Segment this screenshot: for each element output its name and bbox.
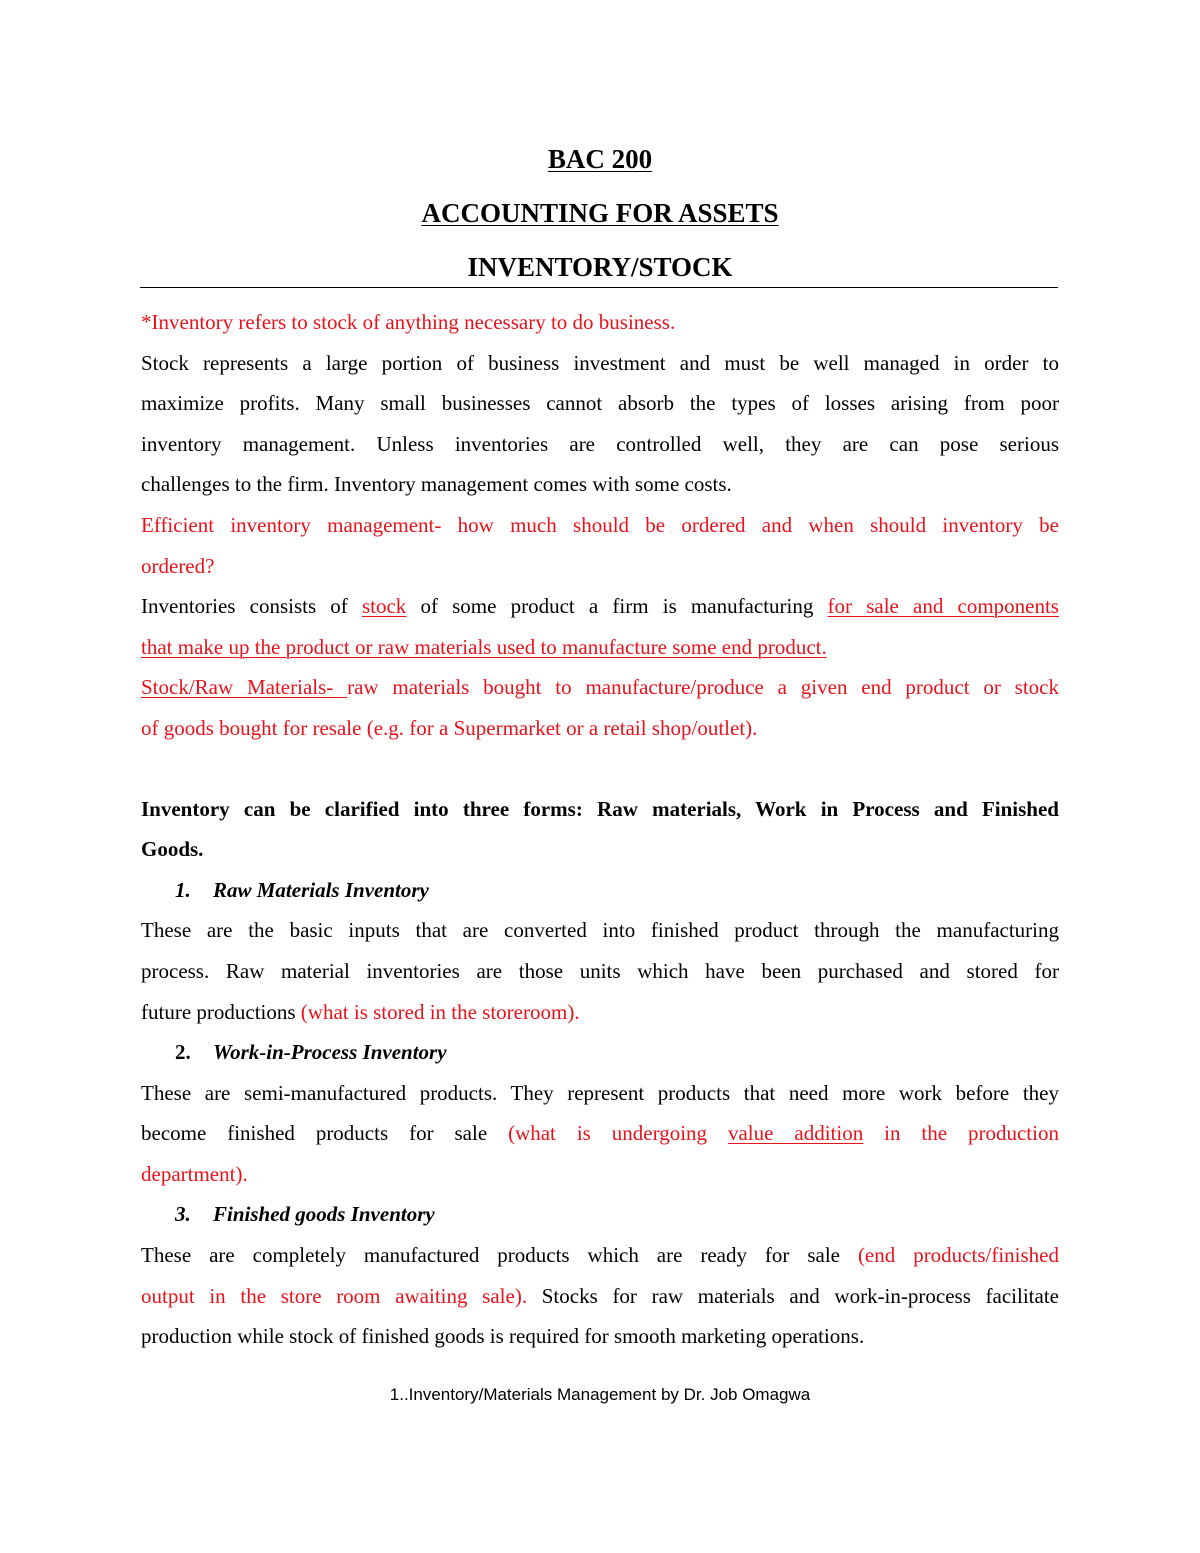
title-divider bbox=[140, 287, 1058, 288]
stock-term: stock bbox=[361, 594, 407, 619]
sale-components-term: for sale and components bbox=[827, 594, 1059, 619]
list-number: 1. bbox=[175, 877, 191, 902]
finished-goods-line bbox=[141, 1235, 1059, 1276]
list-item-raw-materials bbox=[141, 870, 1059, 911]
list-item-work-in-process bbox=[141, 1032, 1059, 1073]
raw-materials-note: (what is stored in the storeroom). bbox=[300, 999, 580, 1024]
consists-line bbox=[141, 586, 1059, 627]
course-title: ACCOUNTING FOR ASSETS bbox=[421, 198, 779, 228]
stock-paragraph-line: inventory management. Unless inventories are controlled well, they are can pose serious bbox=[141, 431, 1059, 456]
finished-goods-text: Stocks for raw materials and work-in-process facilitate bbox=[527, 1283, 1059, 1308]
stock-raw-continuation: of goods bought for resale (e.g. for a Supermarket or a retail shop/outlet). bbox=[141, 715, 758, 740]
finished-goods-text: These are completely manufactured products which are ready for sale bbox=[141, 1243, 858, 1268]
finished-goods-line bbox=[141, 1276, 1059, 1317]
forms-heading-continuation: Goods. bbox=[141, 837, 204, 862]
wip-line bbox=[141, 1113, 1059, 1154]
wip-note: (what is undergoing bbox=[508, 1121, 728, 1146]
efficient-management-line: Efficient inventory management- how much should be ordered and when should inventory be bbox=[141, 512, 1059, 537]
list-number: 2. bbox=[175, 1040, 191, 1065]
wip-note-continuation: department). bbox=[141, 1161, 248, 1186]
finished-goods-note: output in the store room awaiting sale). bbox=[141, 1283, 528, 1308]
efficient-management-line: ordered? bbox=[141, 553, 215, 578]
stock-paragraph-line: challenges to the firm. Inventory management comes with some costs. bbox=[141, 472, 732, 497]
list-item-title: Work-in-Process Inventory bbox=[213, 1040, 447, 1065]
raw-materials-text: future productions bbox=[141, 999, 301, 1024]
consists-text: Inventories consists of bbox=[141, 594, 362, 619]
forms-heading: Inventory can be clarified into three forms: Raw materials, Work in Process and Finished bbox=[141, 796, 1059, 821]
raw-materials-line: These are the basic inputs that are converted into finished product through the manufacturing bbox=[141, 918, 1059, 943]
wip-line: These are semi-manufactured products. They represent products that need more work before they bbox=[141, 1080, 1059, 1105]
topic-title: INVENTORY/STOCK bbox=[467, 252, 733, 282]
stock-paragraph-line: Stock represents a large portion of business investment and must be well managed in order to bbox=[141, 350, 1059, 375]
list-item-title: Raw Materials Inventory bbox=[213, 877, 429, 902]
value-addition-term: value addition bbox=[727, 1121, 864, 1146]
course-code: BAC 200 bbox=[547, 144, 653, 174]
raw-materials-line: process. Raw material inventories are those units which have been purchased and stored for bbox=[141, 958, 1059, 983]
consists-text: of some product a firm is manufacturing bbox=[406, 594, 828, 619]
raw-materials-line bbox=[141, 992, 1059, 1033]
wip-text: become finished products for sale bbox=[141, 1121, 509, 1146]
stock-raw-term: Stock/Raw Materials- bbox=[141, 675, 348, 700]
stock-paragraph-line: maximize profits. Many small businesses cannot absorb the types of losses arising from poor bbox=[141, 391, 1059, 416]
definition-line: *Inventory refers to stock of anything necessary to do business. bbox=[141, 310, 676, 334]
stock-raw-text: raw materials bought to manufacture/produce a given end product or stock bbox=[347, 675, 1059, 700]
list-item-finished-goods bbox=[141, 1194, 1059, 1235]
page-footer: 1..Inventory/Materials Management by Dr. Job Omagwa bbox=[389, 1385, 811, 1404]
finished-goods-note: (end products/finished bbox=[857, 1243, 1059, 1268]
list-item-title: Finished goods Inventory bbox=[213, 1202, 435, 1227]
stock-raw-line bbox=[141, 667, 1059, 708]
wip-note: in the production bbox=[863, 1121, 1059, 1146]
finished-goods-line: production while stock of finished goods is required for smooth marketing operations. bbox=[141, 1324, 865, 1349]
intro-section bbox=[141, 302, 1059, 1357]
consists-continuation: that make up the product or raw materials used to manufacture some end product. bbox=[141, 634, 827, 659]
list-number: 3. bbox=[175, 1202, 191, 1227]
